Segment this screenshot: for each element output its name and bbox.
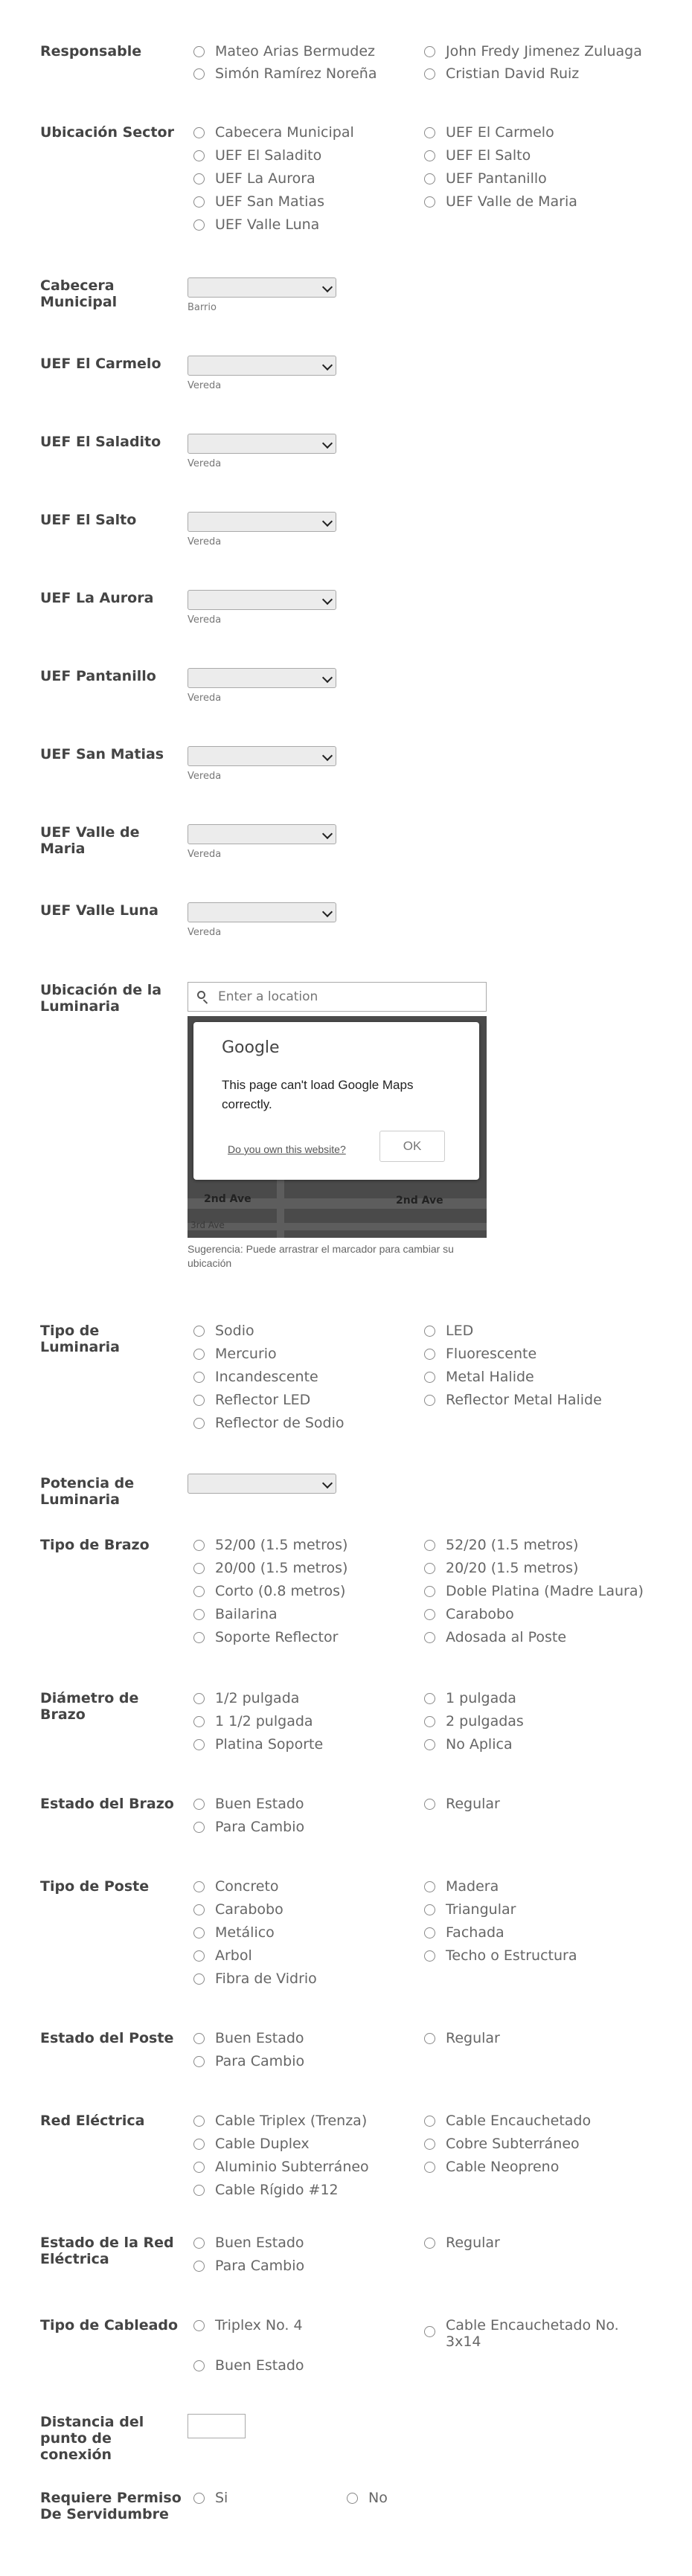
chevron-down-icon	[322, 751, 333, 761]
field-label: Estado del Poste	[40, 2030, 174, 2046]
radio-option[interactable]: Arbol	[193, 1947, 252, 1964]
radio-option[interactable]: Platina Soporte	[193, 1736, 323, 1753]
field-label: Tipo de Poste	[40, 1878, 150, 1895]
radio-circle-icon[interactable]	[193, 68, 205, 80]
vereda-select[interactable]	[188, 434, 336, 454]
field-label: Tipo de Cableado	[40, 2317, 179, 2334]
field-label: Ubicación de la Luminaria	[40, 982, 162, 1015]
radio-option[interactable]: Mercurio	[193, 1346, 277, 1362]
vereda-select[interactable]	[188, 590, 336, 610]
radio-circle-icon[interactable]	[424, 1395, 435, 1406]
vereda-select[interactable]	[188, 668, 336, 688]
field-sublabel: Vereda	[188, 927, 222, 938]
field-sublabel: Vereda	[188, 693, 222, 704]
radio-circle-icon[interactable]	[424, 1693, 435, 1704]
potencia-select[interactable]	[188, 1474, 336, 1494]
radio-circle-icon[interactable]	[193, 1739, 205, 1750]
chevron-down-icon	[322, 360, 333, 370]
radio-option[interactable]: UEF Valle Luna	[193, 216, 319, 233]
radio-option[interactable]: Bailarina	[193, 1606, 278, 1622]
radio-option[interactable]: Fibra de Vidrio	[193, 1970, 317, 1987]
radio-option[interactable]: Buen Estado	[193, 2030, 304, 2046]
radio-option[interactable]: Reflector Metal Halide	[424, 1392, 602, 1408]
location-search-input[interactable]	[188, 982, 487, 1012]
radio-circle-icon[interactable]	[347, 2493, 358, 2504]
ok-button[interactable]: OK	[379, 1131, 445, 1162]
radio-circle-icon[interactable]	[424, 2116, 435, 2127]
field-label: UEF San Matias	[40, 746, 164, 762]
field-label: UEF Valle Luna	[40, 902, 158, 919]
radio-option[interactable]: Cable Rígido #12	[193, 2182, 339, 2198]
radio-circle-icon[interactable]	[424, 1326, 435, 1337]
radio-circle-icon[interactable]	[193, 127, 205, 138]
radio-option[interactable]: Para Cambio	[193, 1819, 304, 1835]
radio-circle-icon[interactable]	[193, 1693, 205, 1704]
radio-circle-icon[interactable]	[424, 2326, 435, 2337]
radio-circle-icon[interactable]	[193, 1586, 205, 1597]
chevron-down-icon	[322, 672, 333, 683]
radio-option[interactable]: No	[347, 2490, 388, 2506]
radio-option[interactable]: Metal Halide	[424, 1369, 534, 1385]
radio-circle-icon[interactable]	[193, 2056, 205, 2067]
radio-option[interactable]: Sodio	[193, 1323, 254, 1339]
field-label: UEF El Salto	[40, 512, 137, 528]
radio-circle-icon[interactable]	[193, 2493, 205, 2504]
map-street-label: 2nd Ave	[204, 1193, 252, 1205]
radio-option[interactable]: Para Cambio	[193, 2258, 304, 2274]
radio-circle-icon[interactable]	[424, 2139, 435, 2150]
field-label: Estado de la Red Eléctrica	[40, 2235, 174, 2267]
field-label: Diámetro de Brazo	[40, 1690, 139, 1723]
radio-option[interactable]: Carabobo	[424, 1606, 514, 1622]
radio-circle-icon[interactable]	[193, 1799, 205, 1810]
radio-circle-icon[interactable]	[193, 2238, 205, 2249]
radio-option[interactable]: Fluorescente	[424, 1346, 536, 1362]
radio-option[interactable]: Cable Encauchetado No. 3x14	[424, 2317, 640, 2350]
radio-circle-icon[interactable]	[193, 1540, 205, 1551]
google-logo: Google	[222, 1038, 280, 1057]
radio-option[interactable]: Reflector de Sodio	[193, 1415, 345, 1431]
field-sublabel: Vereda	[188, 771, 222, 782]
radio-option[interactable]: Regular	[424, 2235, 500, 2251]
chevron-down-icon	[322, 438, 333, 449]
radio-option[interactable]: Corto (0.8 metros)	[193, 1583, 345, 1599]
radio-circle-icon[interactable]	[193, 2162, 205, 2173]
field-sublabel: Barrio	[188, 302, 217, 313]
field-label: UEF Valle de Maria	[40, 824, 140, 857]
field-label: Responsable	[40, 43, 142, 60]
radio-circle-icon[interactable]	[193, 1904, 205, 1915]
radio-circle-icon[interactable]	[424, 1904, 435, 1915]
radio-option[interactable]: 1 pulgada	[424, 1690, 516, 1706]
field-label: UEF Pantanillo	[40, 668, 156, 684]
field-sublabel: Vereda	[188, 380, 222, 391]
radio-circle-icon[interactable]	[424, 68, 435, 80]
radio-circle-icon[interactable]	[193, 219, 205, 231]
radio-option[interactable]: Cristian David Ruiz	[424, 65, 579, 82]
radio-circle-icon[interactable]	[424, 1349, 435, 1360]
map-hint: Sugerencia: Puede arrastrar el marcador para cambiar su ubicación	[188, 1243, 454, 1269]
radio-circle-icon[interactable]	[193, 1372, 205, 1383]
radio-circle-icon[interactable]	[424, 1739, 435, 1750]
field-sublabel: Vereda	[188, 614, 222, 626]
radio-option[interactable]: Mateo Arias Bermudez	[193, 43, 375, 60]
field-label: Red Eléctrica	[40, 2113, 145, 2129]
radio-option[interactable]: UEF La Aurora	[193, 170, 315, 187]
radio-circle-icon[interactable]	[424, 1881, 435, 1892]
radio-circle-icon[interactable]	[193, 196, 205, 208]
radio-option[interactable]: 52/20 (1.5 metros)	[424, 1537, 578, 1553]
radio-circle-icon[interactable]	[193, 2261, 205, 2272]
radio-circle-icon[interactable]	[193, 1609, 205, 1620]
radio-circle-icon[interactable]	[424, 173, 435, 184]
radio-circle-icon[interactable]	[424, 1586, 435, 1597]
radio-circle-icon[interactable]	[193, 1822, 205, 1833]
radio-circle-icon[interactable]	[193, 2033, 205, 2044]
field-label: Cabecera Municipal	[40, 277, 118, 310]
field-sublabel: Vereda	[188, 536, 222, 547]
radio-option[interactable]: Soporte Reflector	[193, 1629, 338, 1645]
own-website-link[interactable]: Do you own this website?	[228, 1143, 346, 1155]
radio-option[interactable]: John Fredy Jimenez Zuluaga	[424, 43, 642, 60]
radio-option[interactable]: Carabobo	[193, 1901, 283, 1918]
radio-circle-icon[interactable]	[193, 1418, 205, 1429]
radio-option[interactable]: No Aplica	[424, 1736, 513, 1753]
radio-option[interactable]: Para Cambio	[193, 2053, 304, 2069]
radio-option[interactable]: Simón Ramírez Noreña	[193, 65, 377, 82]
radio-option[interactable]: 2 pulgadas	[424, 1713, 524, 1729]
radio-option[interactable]: Cable Neopreno	[424, 2159, 559, 2175]
vereda-select[interactable]	[188, 512, 336, 532]
radio-option[interactable]: UEF El Saladito	[193, 147, 321, 164]
radio-circle-icon[interactable]	[424, 1950, 435, 1962]
radio-circle-icon[interactable]	[424, 2033, 435, 2044]
radio-option[interactable]: Regular	[424, 1796, 500, 1812]
radio-option[interactable]: Si	[193, 2490, 228, 2506]
radio-circle-icon[interactable]	[193, 2320, 205, 2331]
radio-circle-icon[interactable]	[193, 1716, 205, 1727]
radio-circle-icon[interactable]	[424, 1372, 435, 1383]
radio-circle-icon[interactable]	[424, 46, 435, 57]
radio-option[interactable]: Techo o Estructura	[424, 1947, 577, 1964]
radio-circle-icon[interactable]	[193, 1563, 205, 1574]
radio-option[interactable]: Regular	[424, 2030, 500, 2046]
radio-option[interactable]: Cable Duplex	[193, 2136, 310, 2152]
radio-option[interactable]: Cable Triplex (Trenza)	[193, 2113, 367, 2129]
vereda-select[interactable]	[188, 356, 336, 376]
radio-circle-icon[interactable]	[193, 2116, 205, 2127]
radio-circle-icon[interactable]	[193, 1950, 205, 1962]
radio-circle-icon[interactable]	[193, 2185, 205, 2196]
field-label: UEF El Saladito	[40, 434, 161, 450]
radio-option[interactable]: LED	[424, 1323, 473, 1339]
radio-option[interactable]: Doble Platina (Madre Laura)	[424, 1583, 644, 1599]
radio-circle-icon[interactable]	[424, 127, 435, 138]
chevron-down-icon	[322, 516, 333, 527]
field-label: Tipo de Brazo	[40, 1537, 150, 1553]
radio-circle-icon[interactable]	[193, 1349, 205, 1360]
radio-option[interactable]: Fachada	[424, 1924, 504, 1941]
radio-circle-icon[interactable]	[193, 150, 205, 161]
maps-error-message: This page can't load Google Maps correctly.	[222, 1078, 414, 1111]
radio-option[interactable]: Madera	[424, 1878, 499, 1895]
radio-option[interactable]: 20/20 (1.5 metros)	[424, 1560, 578, 1576]
field-label: UEF La Aurora	[40, 590, 154, 606]
field-label: Estado del Brazo	[40, 1796, 174, 1812]
radio-option[interactable]: UEF San Matias	[193, 193, 324, 210]
vereda-select[interactable]	[188, 902, 336, 922]
chevron-down-icon	[322, 829, 333, 839]
radio-circle-icon[interactable]	[193, 1973, 205, 1985]
radio-option[interactable]: Concreto	[193, 1878, 279, 1895]
map-street-label: 2nd Ave	[396, 1195, 443, 1207]
maps-error-dialog	[193, 1022, 479, 1180]
radio-circle-icon[interactable]	[424, 1632, 435, 1643]
chevron-down-icon	[322, 1478, 333, 1488]
field-label: Tipo de Luminaria	[40, 1323, 120, 1355]
radio-circle-icon[interactable]	[424, 196, 435, 208]
radio-option[interactable]: UEF Valle de Maria	[424, 193, 577, 210]
radio-option[interactable]: Cabecera Municipal	[193, 124, 354, 141]
radio-circle-icon[interactable]	[424, 1609, 435, 1620]
radio-option[interactable]: Adosada al Poste	[424, 1629, 566, 1645]
field-sublabel: Vereda	[188, 458, 222, 469]
radio-circle-icon[interactable]	[193, 1395, 205, 1406]
radio-option[interactable]: Triplex No. 4	[193, 2317, 303, 2334]
radio-option[interactable]: UEF El Carmelo	[424, 124, 554, 141]
chevron-down-icon	[322, 594, 333, 605]
search-icon	[197, 991, 205, 999]
radio-circle-icon[interactable]	[193, 1632, 205, 1643]
radio-circle-icon[interactable]	[424, 150, 435, 161]
radio-circle-icon[interactable]	[193, 1326, 205, 1337]
field-label: Requiere Permiso De Servidumbre	[40, 2490, 182, 2522]
radio-option[interactable]: Cable Encauchetado	[424, 2113, 591, 2129]
radio-option[interactable]: 1/2 pulgada	[193, 1690, 299, 1706]
map-view[interactable]	[188, 1016, 487, 1238]
radio-circle-icon[interactable]	[424, 1540, 435, 1551]
radio-option[interactable]: UEF Pantanillo	[424, 170, 547, 187]
radio-option[interactable]: Triangular	[424, 1901, 516, 1918]
radio-option[interactable]: Cobre Subterráneo	[424, 2136, 580, 2152]
chevron-down-icon	[322, 907, 333, 917]
radio-option[interactable]: Buen Estado	[193, 2357, 304, 2374]
radio-circle-icon[interactable]	[193, 2139, 205, 2150]
field-label: Potencia de Luminaria	[40, 1475, 135, 1508]
field-label: UEF El Carmelo	[40, 356, 161, 372]
radio-circle-icon[interactable]	[424, 1799, 435, 1810]
radio-circle-icon[interactable]	[424, 1927, 435, 1939]
radio-option[interactable]: 20/00 (1.5 metros)	[193, 1560, 347, 1576]
radio-option[interactable]: Buen Estado	[193, 1796, 304, 1812]
radio-circle-icon[interactable]	[193, 2360, 205, 2371]
radio-circle-icon[interactable]	[193, 173, 205, 184]
radio-circle-icon[interactable]	[424, 2162, 435, 2173]
radio-option[interactable]: Reflector LED	[193, 1392, 310, 1408]
distancia-input[interactable]	[188, 2414, 246, 2438]
radio-option[interactable]: 1 1/2 pulgada	[193, 1713, 313, 1729]
radio-option[interactable]: UEF El Salto	[424, 147, 531, 164]
radio-circle-icon[interactable]	[193, 1927, 205, 1939]
radio-circle-icon[interactable]	[424, 1563, 435, 1574]
radio-option[interactable]: 52/00 (1.5 metros)	[193, 1537, 347, 1553]
field-label: Ubicación Sector	[40, 124, 174, 141]
vereda-select[interactable]	[188, 746, 336, 766]
radio-circle-icon[interactable]	[424, 2238, 435, 2249]
radio-circle-icon[interactable]	[424, 1716, 435, 1727]
field-sublabel: Vereda	[188, 849, 222, 860]
radio-circle-icon[interactable]	[193, 46, 205, 57]
chevron-down-icon	[322, 282, 333, 292]
location-placeholder: Enter a location	[218, 989, 318, 1004]
radio-option[interactable]: Aluminio Subterráneo	[193, 2159, 369, 2175]
barrio-select[interactable]	[188, 277, 336, 298]
field-label: Distancia del punto de conexión	[40, 2414, 144, 2463]
radio-option[interactable]: Metálico	[193, 1924, 275, 1941]
vereda-select[interactable]	[188, 824, 336, 844]
radio-option[interactable]: Buen Estado	[193, 2235, 304, 2251]
map-street-label: 3rd Ave	[190, 1220, 225, 1230]
radio-option[interactable]: Incandescente	[193, 1369, 318, 1385]
radio-circle-icon[interactable]	[193, 1881, 205, 1892]
